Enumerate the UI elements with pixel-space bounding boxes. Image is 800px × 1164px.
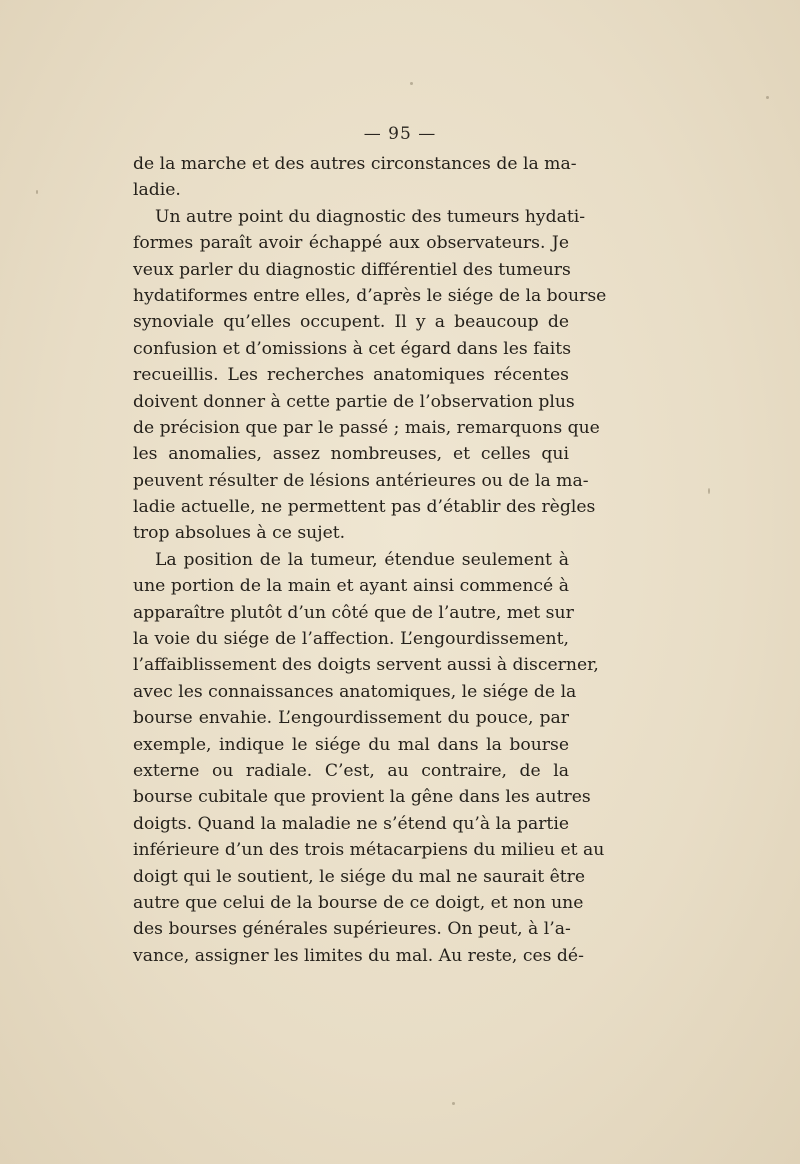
text-line: recueillis. Les recherches anatomiques récentes (133, 365, 569, 386)
text-line: avec les connaissances anatomiques, le siége de la (133, 681, 577, 702)
text-line: externe ou radiale. C’est, au contraire, de la (133, 760, 569, 781)
text-line: bourse cubitale que provient la gêne dans les autres (133, 787, 591, 808)
text-line: Un autre point du diagnostic des tumeurs hydati- (155, 206, 586, 227)
text-line: formes paraît avoir échappé aux observateurs. Je (133, 233, 569, 254)
paper-speck (36, 190, 38, 194)
paper-speck (410, 82, 413, 85)
text-line: la voie du siége de l’affection. L’engourdissement, (133, 629, 569, 650)
text-line: synoviale qu’elles occupent. Il y a beaucoup de (133, 312, 569, 333)
text-line: les anomalies, assez nombreuses, et celles qui (133, 444, 569, 465)
text-line: une portion de la main et ayant ainsi commencé à (133, 576, 569, 597)
text-line: des bourses générales supérieures. On peut, à l’a- (133, 919, 571, 940)
paper-speck (708, 488, 710, 494)
text-line: hydatiformes entre elles, d’après le siége de la bourse (133, 285, 607, 306)
text-line: doigts. Quand la maladie ne s’étend qu’à la partie (133, 813, 569, 834)
text-line: apparaître plutôt d’un côté que de l’autre, met sur (133, 602, 574, 623)
text-line: l’affaiblissement des doigts servent aussi à discerner, (133, 655, 599, 676)
text-line: La position de la tumeur, étendue seulement à (155, 549, 569, 570)
text-line: peuvent résulter de lésions antérieures ou de la ma- (133, 470, 589, 491)
text-line: doivent donner à cette partie de l’observation plus (133, 391, 575, 412)
body-text (133, 151, 607, 969)
text-line: veux parler du diagnostic différentiel des tumeurs (133, 259, 571, 280)
text-line: inférieure d’un des trois métacarpiens du milieu et au (133, 840, 605, 861)
text-line: confusion et d’omissions à cet égard dans les faits (133, 338, 572, 359)
paper-speck (766, 96, 769, 99)
text-line: ladie actuelle, ne permettent pas d’établir des règles (133, 497, 596, 518)
text-line: vance, assigner les limites du mal. Au reste, ces dé- (133, 945, 584, 966)
text-line: ladie. (133, 180, 181, 201)
text-line: doigt qui le soutient, le siége du mal ne saurait être (133, 866, 586, 887)
text-line: bourse envahie. L’engourdissement du pouce, par (133, 708, 569, 729)
page-number: — 95 — (363, 124, 437, 144)
text-line: exemple, indique le siége du mal dans la bourse (133, 734, 569, 755)
text-line: trop absolues à ce sujet. (133, 523, 346, 544)
text-line: de précision que par le passé ; mais, remarquons que (133, 417, 600, 438)
paper-speck (452, 1102, 455, 1105)
text-line: autre que celui de la bourse de ce doigt, et non une (133, 892, 584, 913)
text-line: de la marche et des autres circonstances de la ma- (133, 154, 577, 174)
